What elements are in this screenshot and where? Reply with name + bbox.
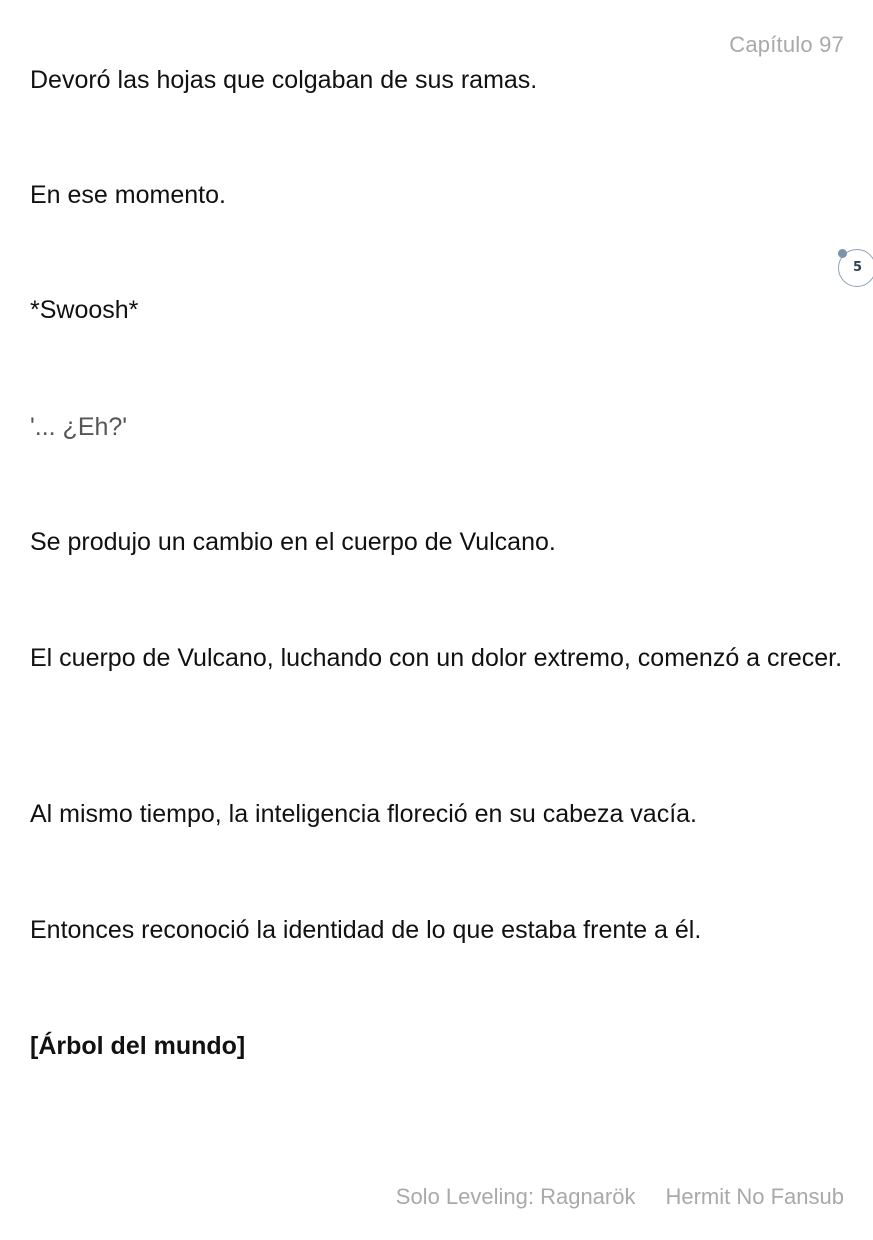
paragraph: El cuerpo de Vulcano, luchando con un dolor extremo, comenzó a crecer. — [30, 644, 843, 672]
chapter-label: Capítulo 97 — [729, 32, 844, 57]
footer-series-title: Solo Leveling: Ragnarök — [395, 1184, 636, 1209]
paragraph: Al mismo tiempo, la inteligencia floreció en su cabeza vacía. — [30, 800, 697, 828]
paragraph: Se produjo un cambio en el cuerpo de Vulcano. — [30, 528, 556, 556]
paragraph: En ese momento. — [30, 181, 226, 209]
page-indicator-button[interactable] — [838, 249, 873, 287]
paragraph: Devoró las hojas que colgaban de sus ramas. — [30, 66, 538, 94]
paragraph-bold: [Árbol del mundo] — [30, 1032, 246, 1060]
paragraph: Entonces reconoció la identidad de lo que estaba frente a él. — [30, 916, 702, 944]
footer — [396, 1184, 844, 1210]
paragraph: *Swoosh* — [30, 296, 139, 324]
footer-group-name: Hermit No Fansub — [665, 1184, 844, 1209]
page-indicator-dot — [838, 249, 847, 258]
paragraph-thought: '... ¿Eh?' — [30, 413, 128, 441]
page-number: 5 — [853, 260, 863, 275]
